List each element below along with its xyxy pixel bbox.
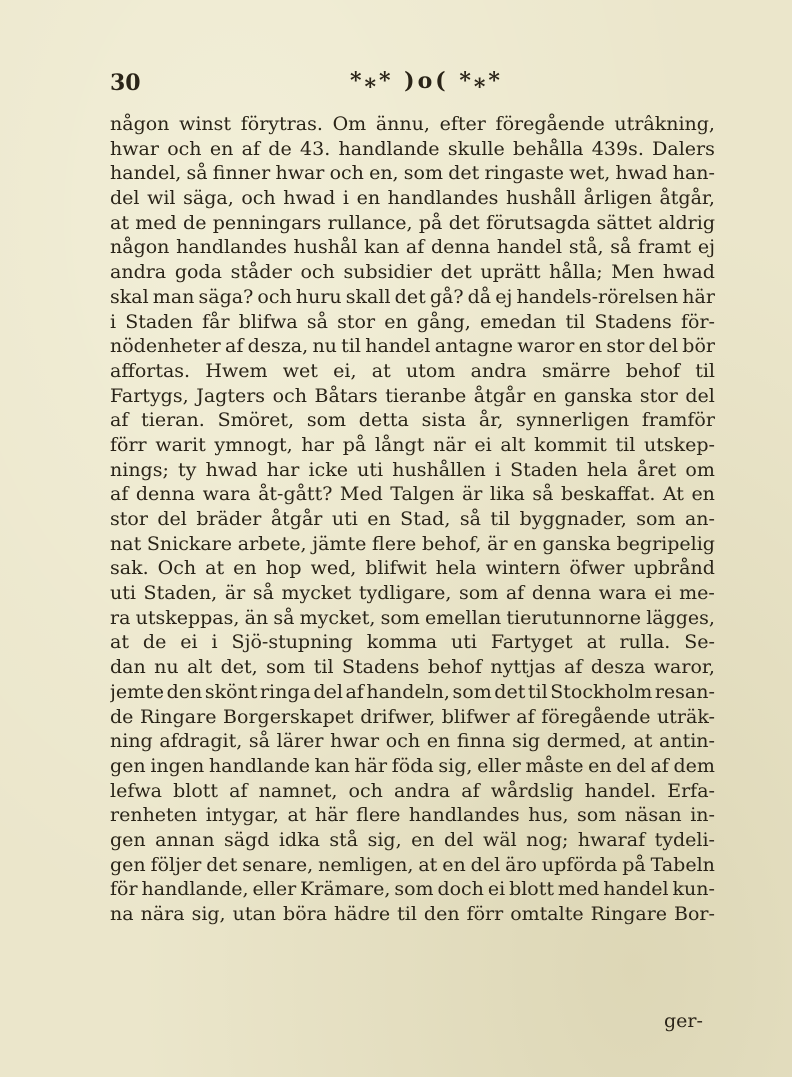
text-line: gen följer det senare, nemligen, at en del äro upförda på Tabeln — [110, 853, 715, 876]
text-line: ra utskeppas, än så mycket, som emellan tierutunnorne lägges, — [110, 606, 715, 629]
text-line: del wil säga, och hwad i en handlandes hushåll årligen åtgår, — [110, 187, 715, 210]
text-line: sak. Och at en hop wed, blifwit hela wintern öfwer upbrånd — [110, 557, 715, 580]
text-line: för handlande, eller Krämare, som doch ei blott med handel kun- — [110, 878, 715, 901]
text-line: nödenheter af desza, nu til handel antagne waror en stor del bör — [110, 335, 715, 358]
text-line: i Staden får blifwa så stor en gång, emedan til Stadens för- — [110, 310, 715, 333]
text-line: at de ei i Sjö-stupning komma uti Fartyget at rulla. Se- — [110, 631, 715, 654]
text-line: na nära sig, utan böra hädre til den förr omtalte Ringare Bor- — [110, 903, 715, 925]
text-line: någon handlandes hushål kan af denna handel stå, så framt ej — [110, 236, 715, 259]
text-line: af denna wara åt-gått? Med Talgen är lika så beskaffat. At en — [110, 483, 715, 506]
text-line: förr warit ymnogt, har på långt när ei alt kommit til utskep- — [110, 433, 715, 456]
text-line: skal man säga? och huru skall det gå? då ej handels-rörelsen här — [110, 285, 715, 308]
text-line: renheten intygar, at här flere handlandes hus, som näsan in- — [110, 804, 715, 827]
text-line: gen ingen handlande kan här föda sig, eller måste en del af dem — [110, 754, 715, 777]
text-line: affortas. Hwem wet ei, at utom andra smärre behof til — [110, 359, 715, 382]
text-line: at med de penningars rullance, på det förutsagda sättet aldrig — [110, 211, 715, 234]
page-header — [110, 66, 710, 102]
text-line: uti Staden, är så mycket tydligare, som af denna wara ei me- — [110, 582, 715, 605]
text-line: jemte den skönt ringa del af handeln, som det til Stockholm resan- — [110, 680, 715, 703]
text-line: lefwa blott af namnet, och andra af wårdslig handel. Erfa- — [110, 779, 715, 802]
catchword: ger- — [664, 1010, 703, 1032]
text-line: de Ringare Borgerskapet drifwer, blifwer af föregående uträk- — [110, 705, 715, 728]
text-line: någon winst förytras. Om ännu, efter föregående utrâkning, — [110, 113, 715, 135]
text-line: gen annan sägd idka stå sig, en del wäl nog; hwaraf tydeli- — [110, 828, 715, 851]
text-line: nat Snickare arbete, jämte flere behof, är en ganska begripelig — [110, 532, 715, 555]
text-line: hwar och en af de 43. handlande skulle behålla 439s. Dalers — [110, 137, 715, 160]
text-line: handel, så finner hwar och en, som det ringaste wet, hwad han- — [110, 162, 715, 185]
text-line: af tieran. Smöret, som detta sista år, synnerligen framför — [110, 409, 715, 432]
text-line: dan nu alt det, som til Stadens behof nyttjas af desza waror, — [110, 656, 715, 679]
text-line: nings; ty hwad har icke uti hushållen i Staden hela året om — [110, 458, 715, 481]
text-line: ning afdragit, så lärer hwar och en finna sig dermed, at antin- — [110, 730, 715, 753]
header-ornament: *⁎* )o( *⁎* — [350, 68, 503, 94]
body-text — [110, 112, 715, 927]
text-line: stor del bräder åtgår uti en Stad, så til byggnader, som an- — [110, 508, 715, 530]
page-number: 30 — [110, 70, 141, 96]
text-line: Fartygs, Jagters och Båtars tieranbe åtgår en ganska stor del — [110, 384, 715, 407]
text-line: andra goda ståder och subsidier det uprätt hålla; Men hwad — [110, 261, 715, 284]
